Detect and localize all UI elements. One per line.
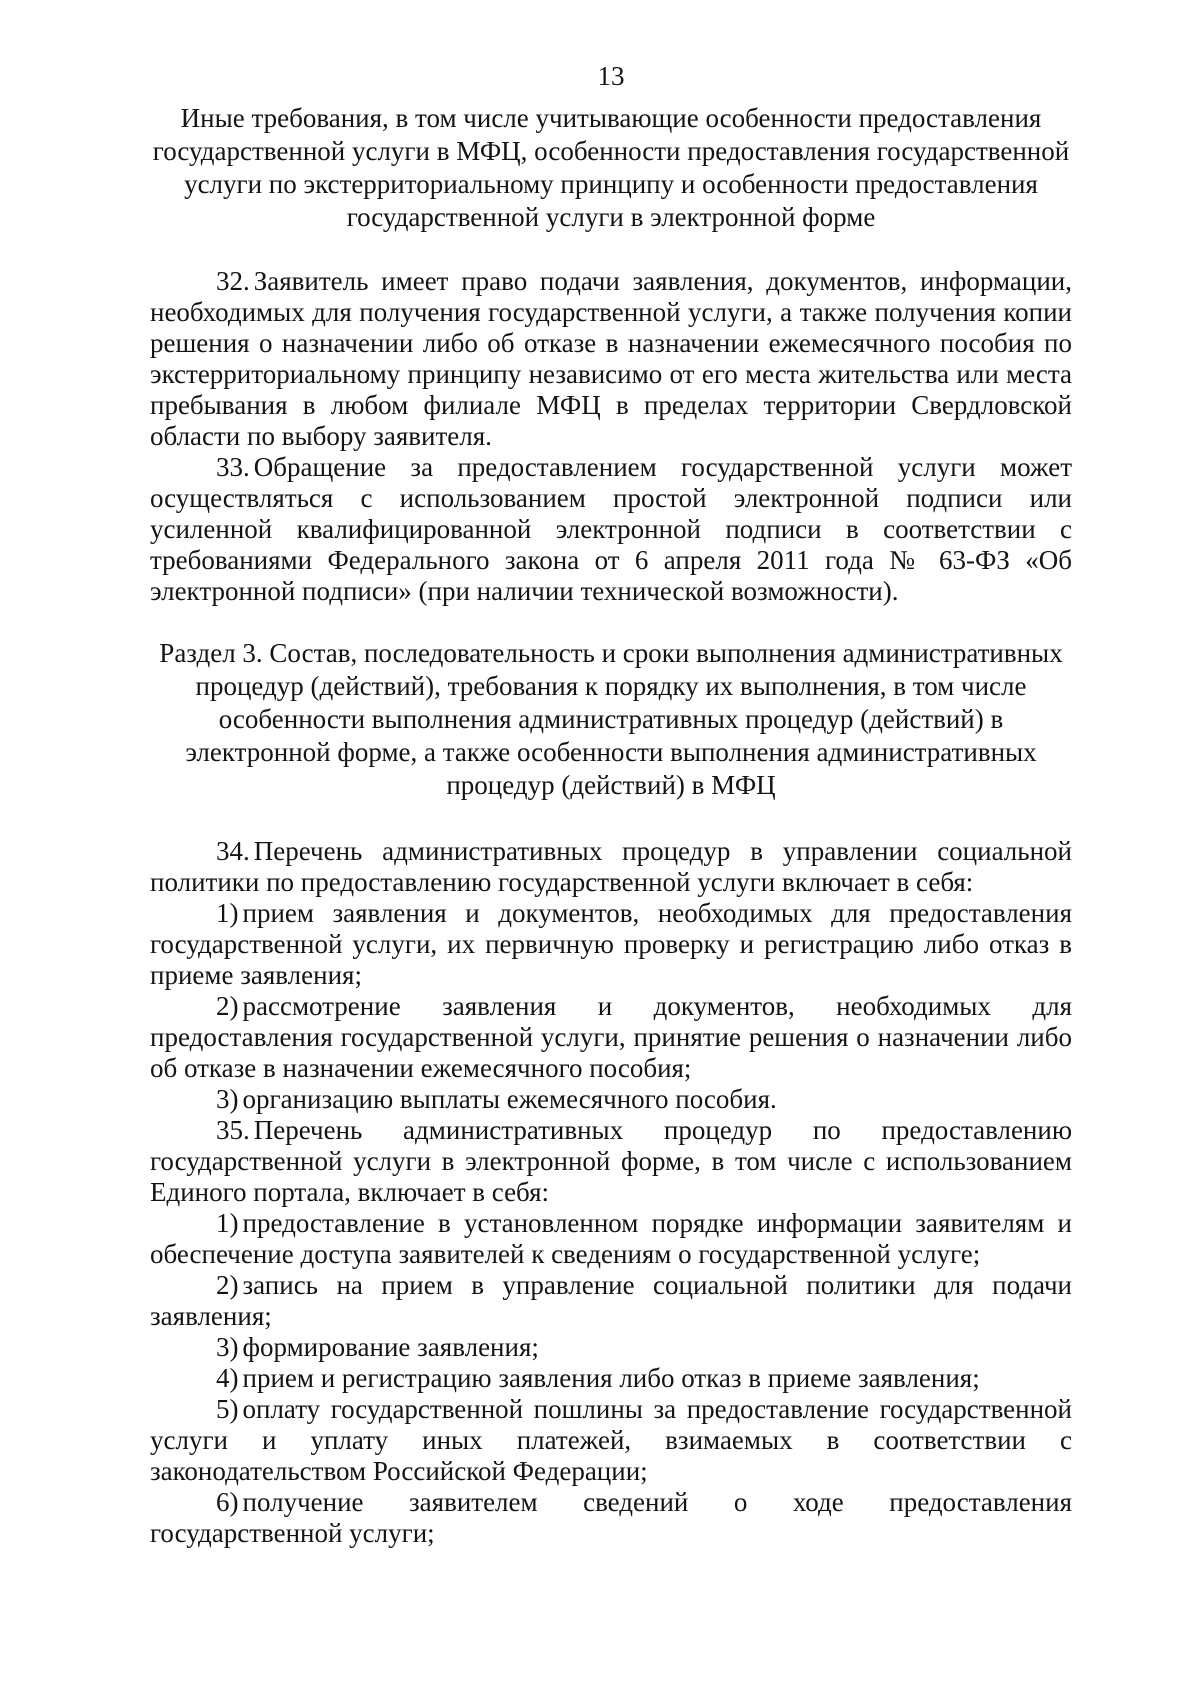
list-item (150, 1487, 1072, 1549)
paragraph-text: Перечень административных процедур по предоставлению государственной услуги в электронной форме, в том числе с использованием Единого портала, включает в себя: (150, 1115, 1072, 1207)
paragraph-34 (150, 836, 1072, 898)
list-item-text: формирование заявления; (242, 1332, 539, 1362)
list-item-text: запись на прием в управление социальной политики для подачи заявления; (150, 1270, 1072, 1331)
paragraph-number: 34. (216, 836, 250, 866)
list-item-number: 3) (216, 1332, 239, 1362)
list-item-text: предоставление в установленном порядке информации заявителям и обеспечение доступа заявителей к сведениям о государственной услуге; (150, 1208, 1072, 1269)
list-item (150, 1363, 1072, 1394)
paragraph-32 (150, 266, 1072, 452)
paragraph-number: 32. (216, 266, 250, 296)
list-item (150, 1270, 1072, 1332)
list-item (150, 1084, 1072, 1115)
list-item-number: 2) (216, 1270, 239, 1300)
list-item-number: 4) (216, 1363, 239, 1393)
page-number: 13 (597, 61, 625, 91)
paragraph-35 (150, 1115, 1072, 1208)
list-item-number: 1) (216, 898, 239, 928)
paragraph-text: Обращение за предоставлением государственной услуги может осуществляться с использованием простой электронной подписи или усиленной квалифицированной электронной подписи в соответствии с требованиями Федерального закона от 6 апреля 2011 года № 63-ФЗ «Об электронной подписи» (при наличии технической возможности). (150, 452, 1072, 606)
list-item-text: прием заявления и документов, необходимых для предоставления государственной услуги, их первичную проверку и регистрацию либо отказ в приеме заявления; (150, 898, 1072, 990)
list-item-text: оплату государственной пошлины за предоставление государственной услуги и уплату иных платежей, взимаемых в соответствии с законодательством Российской Федерации; (150, 1394, 1072, 1486)
list-item (150, 1332, 1072, 1363)
list-item (150, 991, 1072, 1084)
paragraph-33 (150, 452, 1072, 607)
list-item-text: получение заявителем сведений о ходе предоставления государственной услуги; (150, 1487, 1072, 1548)
paragraph-number: 35. (216, 1115, 250, 1145)
section-3-heading: Раздел 3. Состав, последовательность и сроки выполнения административных процедур (действий), требования к порядку их выполнения, в том числе особенности выполнения административных процедур (действий) в электронной форме, а также особенности выполнения административных процедур (действий) в МФЦ (159, 638, 1063, 800)
list-item-text: организацию выплаты ежемесячного пособия. (242, 1084, 777, 1114)
list-item-number: 3) (216, 1084, 239, 1114)
paragraph-text: Заявитель имеет право подачи заявления, документов, информации, необходимых для получения государственной услуги, а также получения копии решения о назначении либо об отказе в назначении ежемесячного пособия по экстерриториальному принципу независимо от его места жительства или места пребывания в любом филиале МФЦ в пределах территории Свердловской области по выбору заявителя. (150, 266, 1072, 451)
list-item-text: рассмотрение заявления и документов, необходимых для предоставления государственной услуги, принятие решения о назначении либо об отказе в назначении ежемесячного пособия; (150, 991, 1072, 1083)
document-page (150, 60, 1072, 1549)
paragraph-number: 33. (216, 452, 250, 482)
list-item (150, 898, 1072, 991)
list-item-number: 6) (216, 1487, 239, 1517)
list-item-number: 2) (216, 991, 239, 1021)
list-item (150, 1394, 1072, 1487)
list-item-text: прием и регистрацию заявления либо отказ в приеме заявления; (242, 1363, 980, 1393)
list-item-number: 5) (216, 1394, 239, 1424)
section-heading: Иные требования, в том числе учитывающие особенности предоставления государственной услуги в МФЦ, особенности предоставления государственной услуги по экстерриториальному принципу и особенности предоставления государственной услуги в электронной форме (152, 103, 1070, 232)
paragraph-text: Перечень административных процедур в управлении социальной политики по предоставлению государственной услуги включает в себя: (150, 836, 1072, 897)
list-item-number: 1) (216, 1208, 239, 1238)
list-item (150, 1208, 1072, 1270)
